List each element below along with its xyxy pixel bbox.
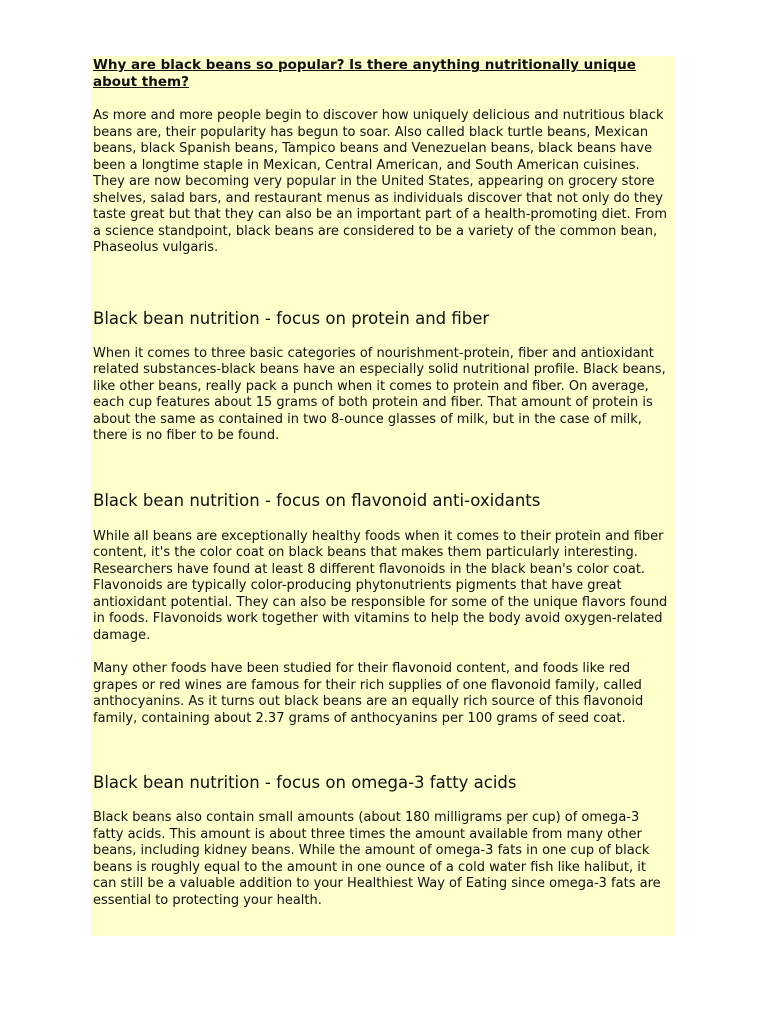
- flavonoid-heading: Black bean nutrition - focus on flavonoid anti-oxidants: [93, 490, 541, 510]
- document-page: [93, 56, 673, 909]
- flavonoid-paragraph-2: Many other foods have been studied for their flavonoid content, and foods like red grapes or red wines are famous for their rich supplies of one flavonoid family, called anthocyanins. As it turns out black beans are an equally rich source of this flavonoid family, containing about 2.37 grams of anthocyanins per 100 grams of seed coat.: [93, 661, 644, 726]
- omega3-heading: Black bean nutrition - focus on omega-3 fatty acids: [93, 773, 517, 792]
- intro-paragraph: As more and more people begin to discover how uniquely delicious and nutritious black beans are, their popularity has begun to soar. Also called black turtle beans, Mexican beans, black Spanish beans, Tampico beans and Venezuelan beans, black beans have been a longtime staple in Mexican, Central American, and South American cuisines. They are now becoming very popular in the United States, appearing on grocery store shelves, salad bars, and restaurant menus as individuals discover that not only do they taste great but that they can also be an important part of a health-promoting diet. From a science standpoint, black beans are considered to be a variety of the common bean, Phaseolus vulgaris.: [93, 108, 668, 255]
- protein-fiber-heading: Black bean nutrition - focus on protein and fiber: [93, 308, 490, 328]
- article-title: Why are black beans so popular? Is there anything nutritionally unique about them?: [93, 57, 636, 90]
- flavonoid-paragraph-1: While all beans are exceptionally healthy foods when it comes to their protein and fiber content, it's the color coat on black beans that makes them particularly interesting. Researchers have found at least 8 different flavonoids in the black bean's color coat. Flavonoids are typically color-producing phytonutrients pigments that have great antioxidant potential. They can also be responsible for some of the unique flavors found in foods. Flavonoids work together with vitamins to help the body avoid oxygen-related damage.: [93, 528, 668, 643]
- protein-fiber-paragraph: When it comes to three basic categories of nourishment-protein, fiber and antioxidant related substances-black beans have an especially solid nutritional profile. Black beans, like other beans, really pack a punch when it comes to protein and fiber. On average, each cup features about 15 grams of both protein and fiber. That amount of protein is about the same as contained in two 8-ounce glasses of milk, but in the case of milk, there is no fiber to be found.: [93, 345, 666, 443]
- omega3-paragraph: Black beans also contain small amounts (about 180 milligrams per cup) of omega-3 fatty acids. This amount is about three times the amount available from many other beans, including kidney beans. While the amount of omega-3 fats in one cup of black beans is roughly equal to the amount in one ounce of a cold water fish like halibut, it can still be a valuable addition to your Healthiest Way of Eating since omega-3 fats are essential to protecting your health.: [93, 810, 661, 908]
